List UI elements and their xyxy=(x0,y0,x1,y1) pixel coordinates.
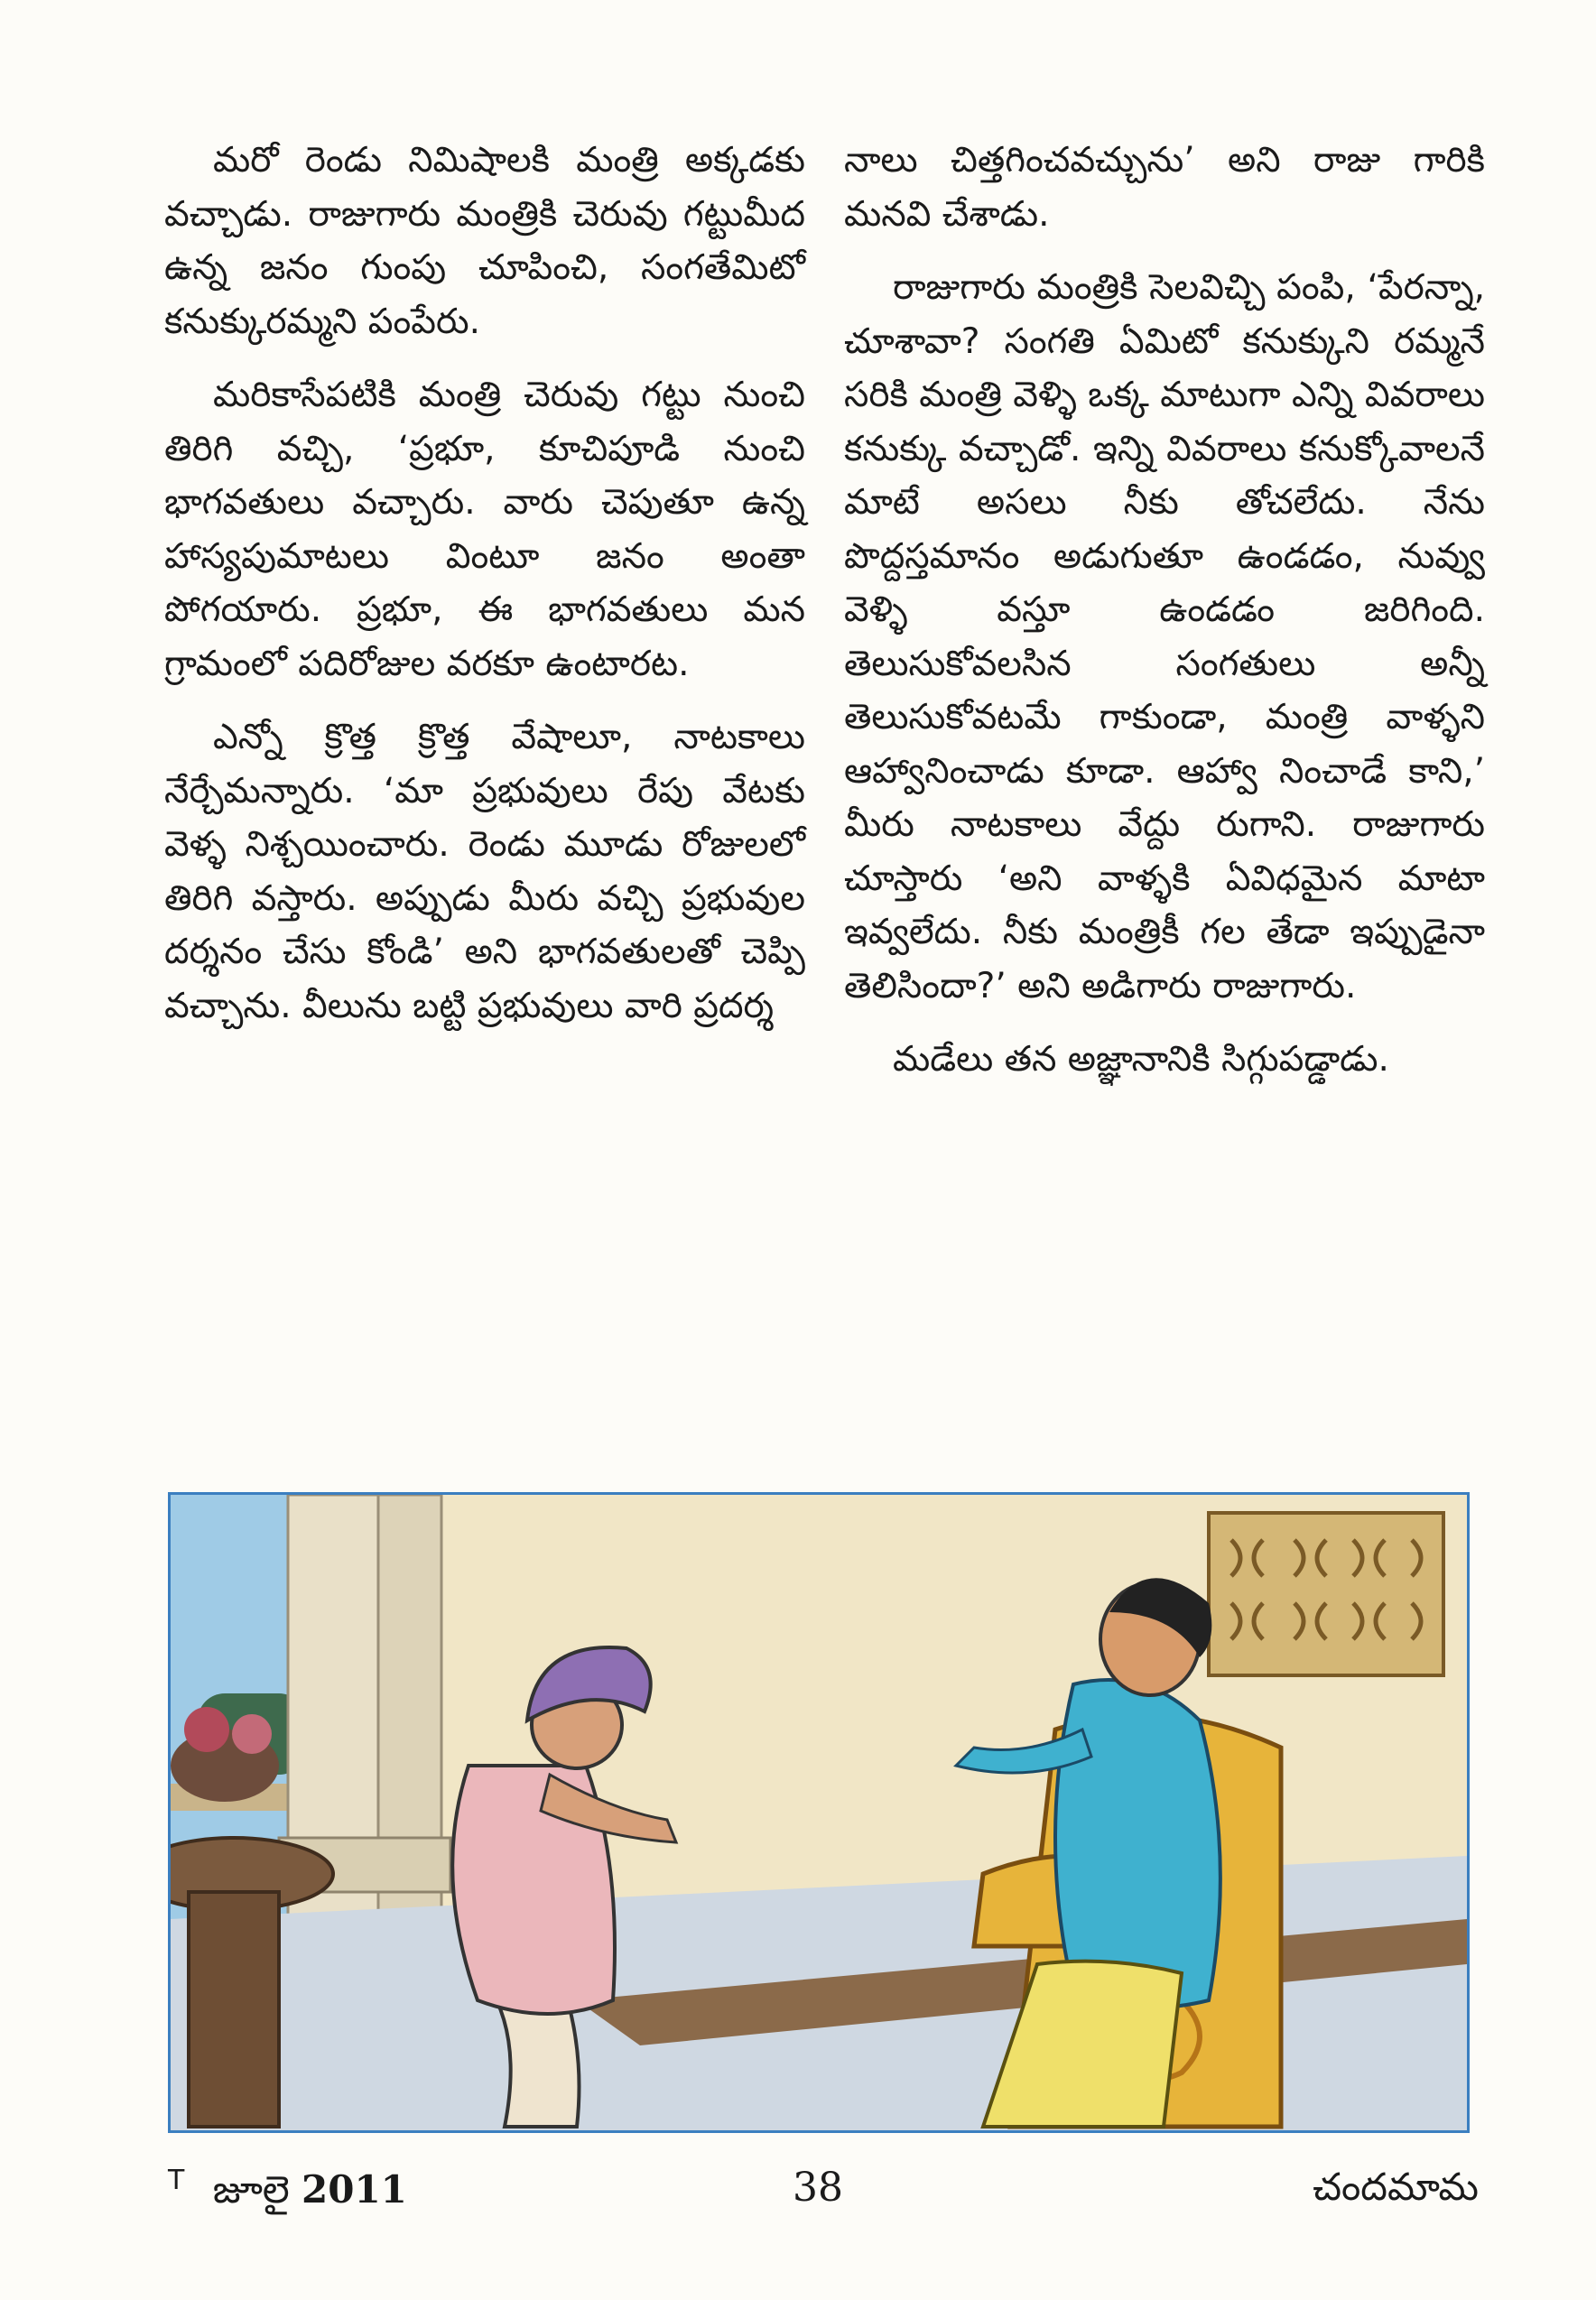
footer-marker: T xyxy=(168,2165,185,2196)
left-column xyxy=(164,134,805,1033)
decorative-panel xyxy=(1209,1513,1443,1675)
paragraph-continued: నాలు చిత్తగించవచ్చును’ అని రాజు గారికి మనవి చేశాడు. xyxy=(844,140,1485,235)
flowers xyxy=(184,1707,229,1752)
issue-year: 2011 xyxy=(302,2167,407,2212)
illustration-svg xyxy=(171,1495,1467,2130)
story-illustration xyxy=(168,1492,1470,2133)
paragraph: ఎన్నో క్రొత్త క్రొత్త వేషాలూ, నాటకాలు నేర్చేమన్నారు. ‘మా ప్రభువులు రేపు వేటకు వెళ్ళ నిశ్చయించారు. రెండు మూడు రోజులలో తిరిగి వస్తారు. అప్పుడు మీరు వచ్చి ప్రభువుల దర్శనం చేసు కోండి’ అని భాగవతులతో చెప్పి వచ్చాను. వీలును బట్టి ప్రభువులు వారి ప్రదర్శ xyxy=(164,717,805,1026)
paragraph: రాజుగారు మంత్రికి సెలవిచ్చి పంపి, ‘పేరన్నా, చూశావా? సంగతి ఏమిటో కనుక్కుని రమ్మనే సరికి మంత్రి వెళ్ళి ఒక్క మాటుగా ఎన్ని వివరాలు కనుక్కు వచ్చాడో. ఇన్ని వివరాలు కనుక్కోవాలనే మాటే అసలు నీకు తోచలేదు. నేను పొద్దస్తమానం అడుగుతూ ఉండడం, నువ్వు వెళ్ళి వస్తూ ఉండడం జరిగింది. తెలుసుకోవలసిన సంగతులు అన్నీ తెలుసుకోవటమే గాకుండా, మంత్రి వాళ్ళని ఆహ్వానించాడు కూడా. ఆహ్వా నించాడే కాని,’ మీరు నాటకాలు వేద్దు రుగాని. రాజుగారు చూస్తారు ‘అని వాళ్ళకి ఏవిధమైన మాటా ఇవ్వలేదు. నీకు మంత్రికీ గల తేడా ఇప్పుడైనా తెలిసిందా?’ అని అడిగారు రాజుగారు. xyxy=(844,267,1485,1006)
side-table-leg xyxy=(189,1892,279,2127)
issue-month: జూలై xyxy=(212,2167,290,2212)
paragraph: మరికాసేపటికి మంత్రి చెరువు గట్టు నుంచి తిరిగి వచ్చి, ‘ప్రభూ, కూచిపూడి నుంచి భాగవతులు వచ్చారు. వారు చెపుతూ ఉన్న హాస్యపుమాటలు వింటూ జనం అంతా పోగయారు. ప్రభూ, ఈ భాగవతులు మన గ్రామంలో పదిరోజుల వరకూ ఉంటారట. xyxy=(164,375,805,684)
flowers xyxy=(232,1714,272,1754)
king-robe xyxy=(1055,1680,1220,2008)
paragraph: మడేలు తన అజ్ఞానానికి సిగ్గుపడ్డాడు. xyxy=(893,1039,1389,1080)
paragraph: మరో రెండు నిమిషాలకి మంత్రి అక్కడకు వచ్చాడు. రాజుగారు మంత్రికి చెరువు గట్టుమీద ఉన్న జనం గుంపు చూపించి, సంగతేమిటో కనుక్కురమ్మని పంపేరు. xyxy=(164,140,805,342)
magazine-name: చందమామ xyxy=(1313,2165,1479,2209)
right-column xyxy=(844,134,1485,1087)
page-number: 38 xyxy=(793,2165,843,2211)
issue-date xyxy=(168,2165,407,2221)
